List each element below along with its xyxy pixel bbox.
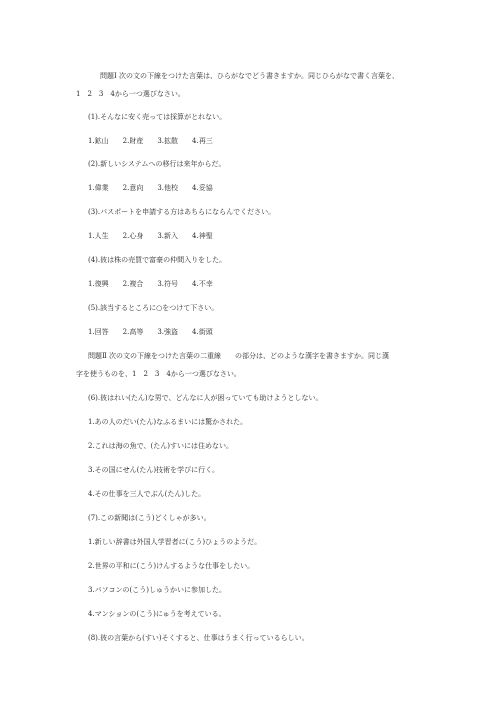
item-5-options: 1.回答 2.高等 3.強盗 4.街頭: [88, 328, 213, 336]
question-2-instruction: 問題Ⅱ 次の文の下線をつけた言葉の二重線 の部分は、どのような漢字を書きますか。同じ漢: [88, 352, 389, 360]
item-7-option-4: 4.マンションの(こう)にゅうを考えている。: [88, 610, 226, 618]
item-6-option-3: 3.その国にせん(たん)技術を学びに行く。: [88, 466, 220, 474]
item-1-sentence: (1).そんなに安く売っては採算がとれない。: [88, 113, 227, 121]
item-4-sentence: (4).彼は株の売買で富豪の仲間入りをした。: [88, 256, 227, 264]
item-6-option-4: 4.その仕事を三人でぶん(たん)した。: [88, 490, 206, 498]
question-1-instruction-cont: 1 2 3 4から一つ選びなさい。: [76, 90, 185, 98]
item-7-option-2: 2.世界の平和に(こう)けんするような仕事をしたい。: [88, 562, 255, 570]
question-1-instruction: 問題Ⅰ 次の文の下線をつけた言葉は、ひらがなでどう書きますか。同じひらがなで書く言葉を、: [100, 72, 399, 80]
item-2-sentence: (2).新しいシステムへの移行は来年からだ。: [88, 160, 226, 168]
item-4-options: 1.復興 2.複合 3.符号 4.不幸: [88, 280, 213, 288]
item-7-option-3: 3.パソコンの(こう)しゅうかいに参加した。: [88, 586, 227, 594]
item-5-sentence: (5).該当するところに○をつけて下さい。: [88, 304, 219, 312]
item-3-options: 1.人生 2.心身 3.新入 4.神聖: [88, 232, 213, 240]
item-6-option-2: 2.これは海の魚で、(たん)すいには住めない。: [88, 442, 234, 450]
item-3-sentence: (3).パスポートを申請する方はあちらにならんでください。: [88, 208, 276, 216]
item-8-sentence: (8).彼の言葉から(すい)そくすると、仕事はうまく行っているらしい。: [88, 634, 309, 642]
item-1-options: 1.鉱山 2.財産 3.拡散 4.再三: [88, 137, 213, 145]
item-7-option-1: 1.新しい辞書は外国人学習者に(こう)ひょうのようだ。: [88, 538, 262, 546]
item-2-options: 1.偉業 2.意向 3.他校 4.妥協: [88, 184, 213, 192]
item-7-sentence: (7).この新聞は(こう)どくしゃが多い。: [88, 514, 211, 522]
item-6-sentence: (6).彼はれい(たん)な男で、どんなに人が困っていても助けようとしない。: [88, 394, 323, 402]
item-6-option-1: 1.あの人のだい(たん)なふるまいには驚かされた。: [88, 418, 248, 426]
question-2-instruction-cont: 字を使うものを、1 2 3 4から一つ選びなさい。: [76, 370, 241, 378]
